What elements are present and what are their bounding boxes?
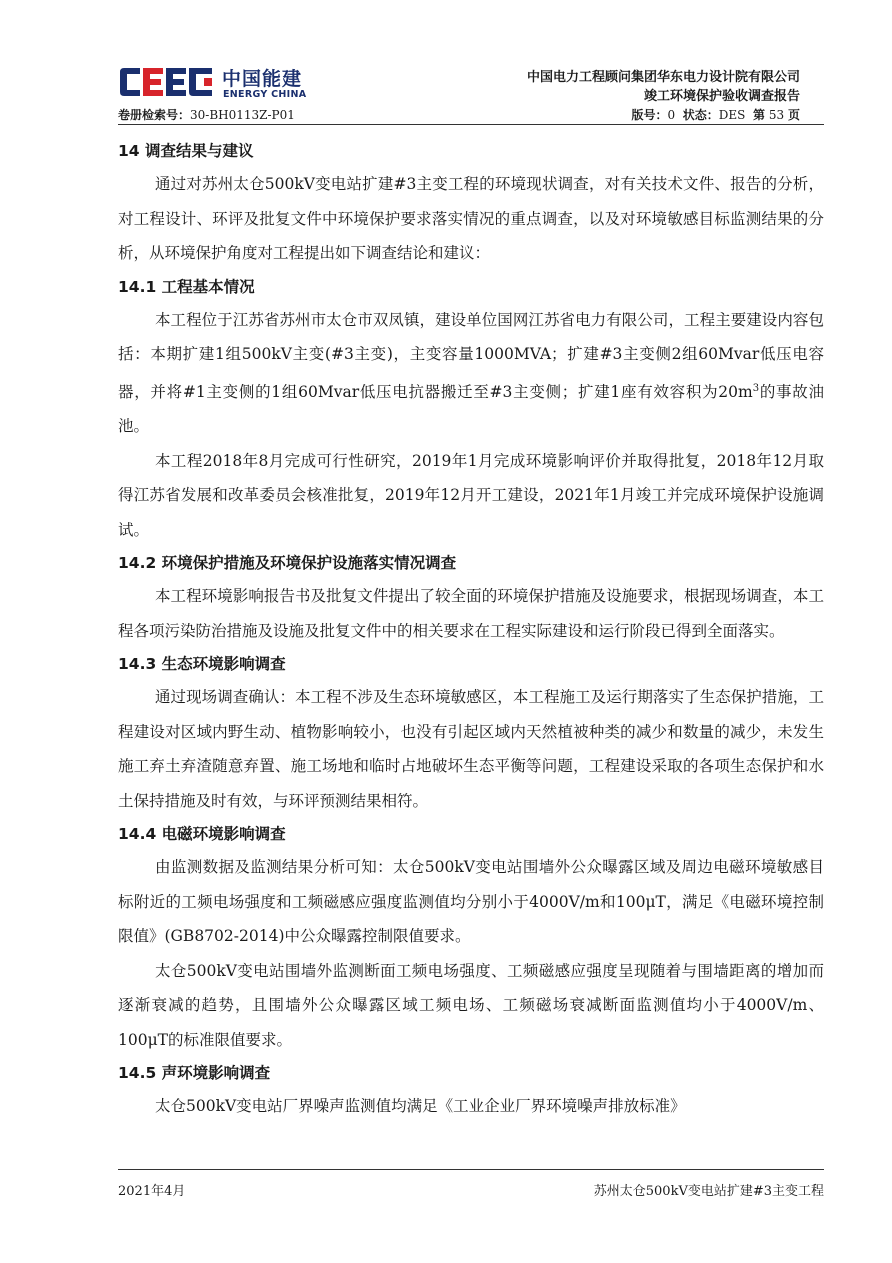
status-label: 状态：: [682, 108, 719, 122]
section-14-3-paragraph: 通过现场调查确认：本工程不涉及生态环境敏感区，本工程施工及运行期落实了生态保护措施，工程建设对区域内野生动、植物影响较小，也没有引起区域内天然植被种类的减少和数量的减少，未发生施工弃土弃渣随意弃置、施工场地和临时占地破坏生态平衡等问题，工程建设采取的各项生态保护和水土保持措施及时有效，与环评预测结果相符。: [118, 688, 824, 810]
version-status-page: [631, 106, 800, 123]
page-suffix: 页: [787, 108, 800, 122]
version-label: 版号：: [631, 108, 668, 122]
section-14-5-paragraph: 太仓500kV变电站厂界噪声监测值均满足《工业企业厂界环境噪声排放标准》: [155, 1097, 686, 1116]
status-value: DES: [718, 108, 746, 122]
ceec-logo-icon: [118, 66, 216, 98]
logo-text-cn: 中国能建: [222, 68, 303, 90]
section-14-1-p1-text: 本工程位于江苏省苏州市太仓市双凤镇，建设单位国网江苏省电力有限公司，工程主要建设内容包括：本期扩建1组500kV主变(#3主变)，主变容量1000MVA；扩建#3主变侧2组60Mvar低压电容器，并将#1主变侧的1组60Mvar低压电抗器搬迁至#3主变侧；扩建1座有效容积为20m: [118, 310, 824, 401]
catalog-number: [118, 106, 295, 123]
section-14-2-paragraph: 本工程环境影响报告书及批复文件提出了较全面的环境保护措施及设施要求，根据现场调查，本工程各项污染防治措施及设施及批复文件中的相关要求在工程实际建设和运行阶段已得到全面落实。: [118, 587, 824, 640]
catalog-value: 30-BH0113Z-P01: [190, 108, 295, 122]
section-14-paragraph: 通过对苏州太仓500kV变电站扩建#3主变工程的环境现状调查，对有关技术文件、报告的分析，对工程设计、环评及批复文件中环境保护要求落实情况的重点调查，以及对环境敏感目标监测结果的分析，从环境保护角度对工程提出如下调查结论和建议：: [118, 175, 824, 262]
section-14-title: 14 调查结果与建议: [118, 142, 254, 160]
section-14-4-title: 14.4 电磁环境影响调查: [118, 825, 286, 844]
footer-project: 苏州太仓500kV变电站扩建#3主变工程: [593, 1184, 824, 1199]
energy-china-logo: [118, 62, 318, 102]
section-14-5-title: 14.5 声环境影响调查: [118, 1064, 271, 1083]
catalog-label: 卷册检索号：: [118, 108, 191, 122]
page-prefix: 第: [753, 108, 766, 122]
document-body: [118, 135, 824, 1124]
page-header: [118, 62, 824, 124]
section-14-1-p1-tail: 的事故油池。: [118, 382, 824, 436]
section-14-1-paragraph-1: [118, 303, 824, 444]
section-14-2-title: 14.2 环境保护措施及环境保护设施落实情况调查: [118, 554, 457, 573]
version-value: 0: [667, 108, 676, 122]
section-14-1-title: 14.1 工程基本情况: [118, 277, 255, 296]
footer-divider: [118, 1169, 824, 1170]
company-name: 中国电力工程顾问集团华东电力设计院有限公司: [526, 70, 800, 85]
section-14-1-p1-superscript: 3: [752, 382, 760, 394]
section-14-4-paragraph-1: 由监测数据及监测结果分析可知：太仓500kV变电站围墙外公众曝露区域及周边电磁环境敏感目标附近的工频电场强度和工频磁感应强度监测值均分别小于4000V/m和100μT，满足《电磁环境控制限值》(GB8702-2014)中公众曝露控制限值要求。: [118, 858, 824, 946]
logo-text-en: ENERGY CHINA: [223, 89, 307, 100]
footer-date: 2021年4月: [118, 1184, 186, 1199]
page-number: 53: [768, 108, 785, 122]
section-14-1-paragraph-2: 本工程2018年8月完成可行性研究，2019年1月完成环境影响评价并取得批复，2018年12月取得江苏省发展和改革委员会核准批复，2019年12月开工建设，2021年1月竣工并完成环境保护设施调试。: [118, 451, 824, 539]
header-divider: [118, 124, 824, 125]
section-14-3-title: 14.3 生态环境影响调查: [118, 655, 286, 674]
section-14-4-paragraph-2: 太仓500kV变电站围墙外监测断面工频电场强度、工频磁感应强度呈现随着与围墙距离的增加而逐渐衰减的趋势，且围墙外公众曝露区域工频电场、工频磁场衰减断面监测值均小于4000V/m、100μT的标准限值要求。: [118, 961, 824, 1049]
report-type: 竣工环境保护验收调查报告: [643, 89, 800, 104]
